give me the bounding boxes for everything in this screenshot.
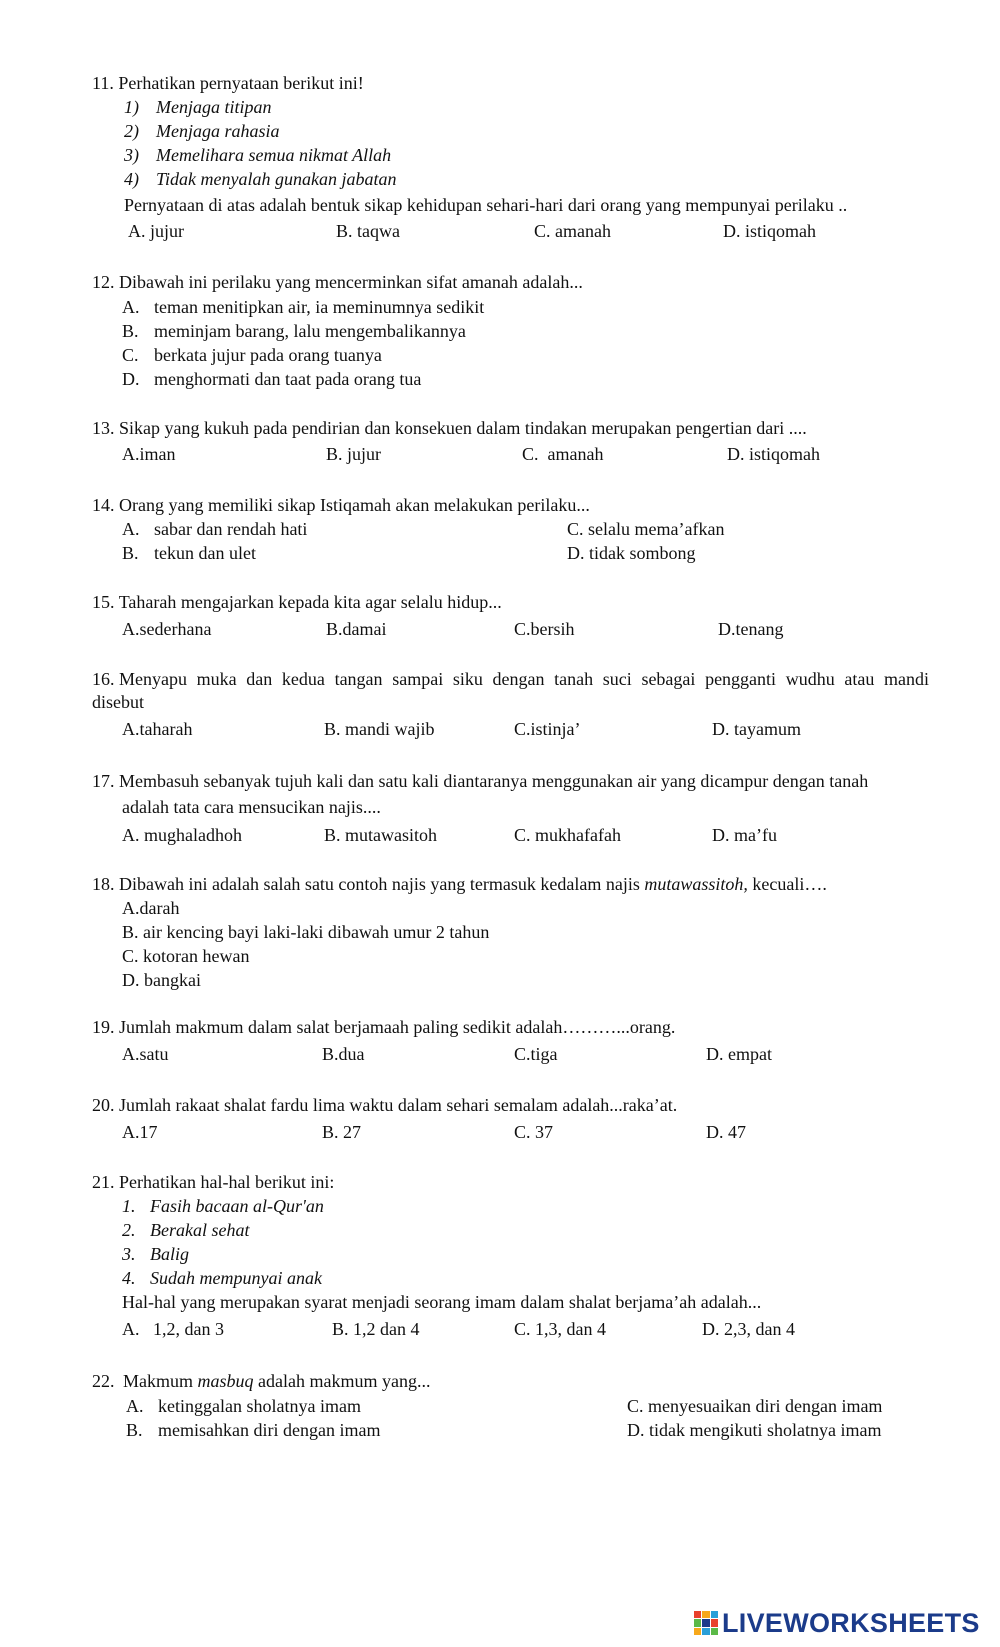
question-number: 16. [92,669,115,689]
option-c[interactable]: C. 37 [514,1122,554,1142]
option-text: menghormati dan taat pada orang tua [154,369,422,389]
option-b[interactable]: B.dua [322,1044,365,1064]
statement-item [122,1243,189,1265]
option-b[interactable]: B. jujur [326,444,382,464]
option-a[interactable]: A. 1,2, dan 3 [122,1319,224,1339]
question-text: Menyapu muka dan kedua tangan sampai siku dengan tanah suci sebagai pengganti wudhu atau mandi [119,669,929,689]
statement-text: Fasih bacaan al-Qur'an [150,1196,324,1216]
question-15 [92,591,502,613]
option-c[interactable]: C. amanah [522,444,604,464]
logo-block [702,1619,709,1626]
option-text: tekun dan ulet [154,543,256,563]
question-number: 15. [92,592,115,612]
question-20 [92,1094,677,1116]
logo-text: LIVEWORKSHEETS [722,1607,980,1638]
question-17 [92,770,868,792]
option-a[interactable] [122,296,484,318]
option-c[interactable]: C.tiga [514,1044,558,1064]
question-text-end: kecuali…. [747,874,827,894]
option-a[interactable] [126,1395,361,1417]
question-11 [92,72,364,94]
option-a[interactable] [122,518,307,540]
statement-number: 2) [124,121,139,141]
question-14 [92,494,590,516]
question-number: 12. [92,272,115,292]
option-c[interactable]: C. kotoran hewan [122,946,250,966]
option-d[interactable]: D. tidak mengikuti sholatnya imam [627,1420,882,1440]
option-d[interactable]: D. 47 [706,1122,746,1142]
question-text-italic: mutawassitoh, [644,874,748,894]
option-a[interactable]: A.sederhana [122,619,212,639]
option-letter: B. [122,321,139,341]
option-d[interactable]: D. istiqomah [727,444,820,464]
statement-item [124,120,280,142]
option-a[interactable]: A. mughaladhoh [122,825,242,845]
logo-block [711,1619,718,1626]
question-text: Jumlah rakaat shalat fardu lima waktu dalam sehari semalam adalah...raka’at. [119,1095,678,1115]
option-b[interactable]: B.damai [326,619,387,639]
option-b[interactable]: B. air kencing bayi laki-laki dibawah umur 2 tahun [122,922,490,942]
statement-item [124,96,272,118]
statement-item [124,168,396,190]
logo-block [711,1611,718,1618]
option-c[interactable]: C. mukhafafah [514,825,621,845]
question-text: Perhatikan hal-hal berikut ini: [119,1172,335,1192]
option-c[interactable]: C. selalu mema’afkan [567,519,725,539]
option-letter: D. [122,369,140,389]
option-d[interactable]: D. empat [706,1044,772,1064]
statement-text: Balig [150,1244,189,1264]
statement-number: 4. [122,1268,136,1288]
question-text-continued: disebut [92,692,144,712]
statement-number: 4) [124,169,139,189]
logo-block [694,1619,701,1626]
question-text-end: adalah makmum yang... [253,1371,431,1391]
option-a[interactable]: A.taharah [122,719,193,739]
logo-block [702,1611,709,1618]
option-b[interactable] [122,320,466,342]
option-d[interactable]: D. 2,3, dan 4 [702,1319,795,1339]
question-text: Taharah mengajarkan kepada kita agar selalu hidup... [118,592,502,612]
option-text: memisahkan diri dengan imam [158,1420,381,1440]
question-18 [92,873,827,895]
question-number: 17. [92,771,115,791]
logo-block [694,1611,701,1618]
option-b[interactable]: B. 1,2 dan 4 [332,1319,420,1339]
option-letter: A. [122,519,140,539]
option-c[interactable]: C. menyesuaikan diri dengan imam [627,1396,883,1416]
statement-number: 2. [122,1220,136,1240]
liveworksheets-logo[interactable] [694,1608,980,1638]
statement-number: 1. [122,1196,136,1216]
option-letter: A. [122,297,140,317]
option-d[interactable]: D. ma’fu [712,825,777,845]
option-d[interactable]: D. tidak sombong [567,543,696,563]
option-a[interactable]: A.iman [122,444,176,464]
option-c[interactable]: C. 1,3, dan 4 [514,1319,606,1339]
option-c[interactable]: C. amanah [534,221,611,241]
option-letter: A. [126,1396,144,1416]
question-22 [92,1370,430,1392]
logo-block [702,1628,709,1635]
question-16 [92,668,929,690]
option-letter: B. [122,543,139,563]
logo-block [694,1628,701,1635]
option-c[interactable]: C.istinja’ [514,719,581,739]
statement-number: 3. [122,1244,136,1264]
question-number: 21. [92,1172,115,1192]
logo-blocks-icon [694,1611,718,1635]
option-text: berkata jujur pada orang tuanya [154,345,382,365]
option-d[interactable]: D. tayamum [712,719,801,739]
question-text-italic: masbuq [197,1371,254,1391]
option-letter: B. [126,1420,143,1440]
option-text: sabar dan rendah hati [154,519,308,539]
option-c[interactable]: C.bersih [514,619,575,639]
statement-text: Memelihara semua nikmat Allah [156,145,392,165]
option-d[interactable]: D. istiqomah [723,221,816,241]
statement-number: 3) [124,145,139,165]
option-text: meminjam barang, lalu mengembalikannya [154,321,466,341]
option-c[interactable] [122,344,382,366]
option-text: teman menitipkan air, ia meminumnya sedikit [154,297,485,317]
question-12 [92,271,583,293]
option-d[interactable] [122,368,421,390]
option-a[interactable]: A.satu [122,1044,169,1064]
question-text: Perhatikan pernyataan berikut ini! [118,73,364,93]
question-19 [92,1016,675,1038]
statement-item [122,1195,324,1217]
question-21 [92,1171,334,1193]
statement-item [124,144,391,166]
statement-text: Menjaga rahasia [156,121,280,141]
option-d[interactable]: D. bangkai [122,970,201,990]
question-text: Orang yang memiliki sikap Istiqamah akan melakukan perilaku... [119,495,590,515]
question-number: 14. [92,495,115,515]
question-number: 11. [92,73,114,93]
option-b[interactable]: B. 27 [322,1122,362,1142]
statement-text: Berakal sehat [150,1220,250,1240]
question-number: 13. [92,418,115,438]
question-number: 19. [92,1017,115,1037]
question-13 [92,417,807,439]
question-text: Makmum [123,1371,198,1391]
option-b[interactable] [126,1419,380,1441]
option-text: ketinggalan sholatnya imam [158,1396,361,1416]
option-b[interactable] [122,542,256,564]
question-number: 22. [92,1371,115,1391]
question-text: Dibawah ini adalah salah satu contoh najis yang termasuk kedalam najis [119,874,645,894]
question-text: Sikap yang kukuh pada pendirian dan konsekuen dalam tindakan merupakan pengertian dari .... [119,418,807,438]
question-number: 18. [92,874,115,894]
option-b[interactable]: B. mandi wajib [324,719,435,739]
statement-text: Sudah mempunyai anak [150,1268,322,1288]
statement-number: 1) [124,97,139,117]
statement-text: Tidak menyalah gunakan jabatan [156,169,397,189]
question-number: 20. [92,1095,115,1115]
option-a[interactable]: A.darah [122,898,180,918]
question-text: Dibawah ini perilaku yang mencerminkan sifat amanah adalah... [119,272,583,292]
option-a[interactable]: A.17 [122,1122,158,1142]
statement-text: Menjaga titipan [156,97,272,117]
option-b[interactable]: B. taqwa [336,221,400,241]
logo-block [711,1628,718,1635]
question-text-continued: adalah tata cara mensucikan najis.... [122,797,381,817]
option-b[interactable]: B. mutawasitoh [324,825,437,845]
option-a[interactable]: A. jujur [128,221,184,241]
question-text: Membasuh sebanyak tujuh kali dan satu kali diantaranya menggunakan air yang dicampur dengan tanah [119,771,869,791]
statement-item [122,1267,322,1289]
statement-item [122,1219,249,1241]
question-prompt: Pernyataan di atas adalah bentuk sikap kehidupan sehari-hari dari orang yang mempunyai perilaku .. [124,195,848,215]
option-letter: C. [122,345,139,365]
question-text: Jumlah makmum dalam salat berjamaah paling sedikit adalah………...orang. [119,1017,676,1037]
option-d[interactable]: D.tenang [718,619,784,639]
question-prompt: Hal-hal yang merupakan syarat menjadi seorang imam dalam shalat berjama’ah adalah... [122,1292,762,1312]
